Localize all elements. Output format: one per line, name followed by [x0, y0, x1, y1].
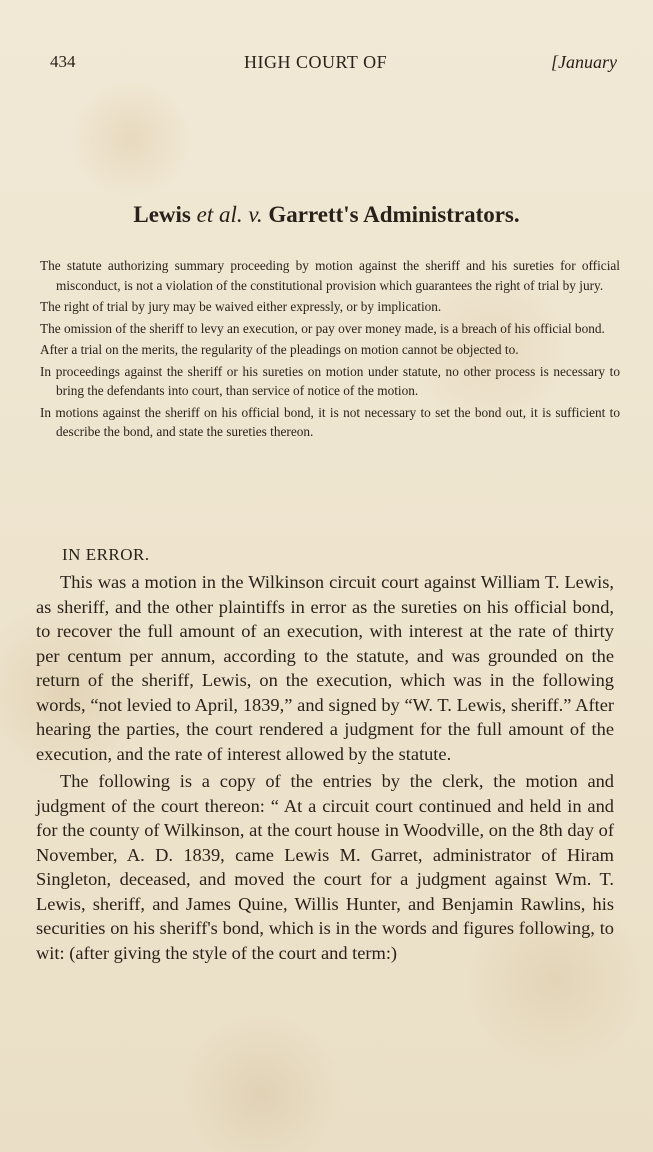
syllabus-point: In proceedings against the sheriff or his sureties on motion under statute, no other process is necessary to bring the defendants into court, than service of notice of the motion.: [40, 363, 620, 398]
section-heading: IN ERROR.: [62, 545, 150, 564]
case-title: [0, 202, 653, 228]
term-label: [January: [551, 52, 617, 72]
body-text: [36, 570, 614, 968]
syllabus-point: The statute authorizing summary proceeding by motion against the sheriff and his sureties for official misconduct, is not a violation of the constitutional provision which guarantees the right of trial by jury.: [40, 258, 620, 293]
syllabus-point: The omission of the sheriff to levy an execution, or pay over money made, is a breach of his official bond.: [40, 320, 605, 336]
page-number: 434: [50, 52, 76, 71]
page-header: [0, 52, 653, 78]
syllabus-point: After a trial on the merits, the regularity of the pleadings on motion cannot be objected to.: [40, 342, 519, 357]
body-paragraph: The following is a copy of the entries by the clerk, the motion and judgment of the court thereon: “ At a circuit court continued and held in and for the county of Wilkinson, at the court house in Woodville, on the 8th day of November, A. D. 1839, came Lewis M. Garret, administrator of Hiram Singleton, deceased, and moved the court for a judgment against Wm. T. Lewis, sheriff, and James Quine, Willis Hunter, and Benjamin Rawlins, his securities on his sheriff's bond, which is in the words and figures following, to wit: (after giving the style of the court and term:): [36, 771, 614, 963]
syllabus-point: In motions against the sheriff on his official bond, it is not necessary to set the bond out, it is sufficient to describe the bond, and state the sureties thereon.: [40, 404, 620, 439]
case-etal: et al.: [196, 202, 243, 227]
case-party-1: Lewis: [133, 202, 191, 227]
case-party-2: Garrett's Administrators.: [268, 202, 520, 227]
syllabus-point: The right of trial by jury may be waived either expressly, or by implication.: [40, 299, 442, 314]
body-paragraph: This was a motion in the Wilkinson circuit court against William T. Lewis, as sheriff, and the other plaintiffs in error as the sureties on his official bond, to recover the full amount of an execution, with interest at the rate of thirty per centum per annum, according to the statute, and was grounded on the return of the sheriff, Lewis, on the execution, which was in the following words, “not levied to April, 1839,” and signed by “W. T. Lewis, sheriff.” After hearing the parties, the court rendered a judgment for the full amount of the execution, and the rate of interest allowed by the statute.: [36, 572, 614, 764]
running-title: HIGH COURT OF: [244, 52, 388, 72]
case-versus: v.: [248, 202, 263, 227]
syllabus: [38, 256, 620, 444]
